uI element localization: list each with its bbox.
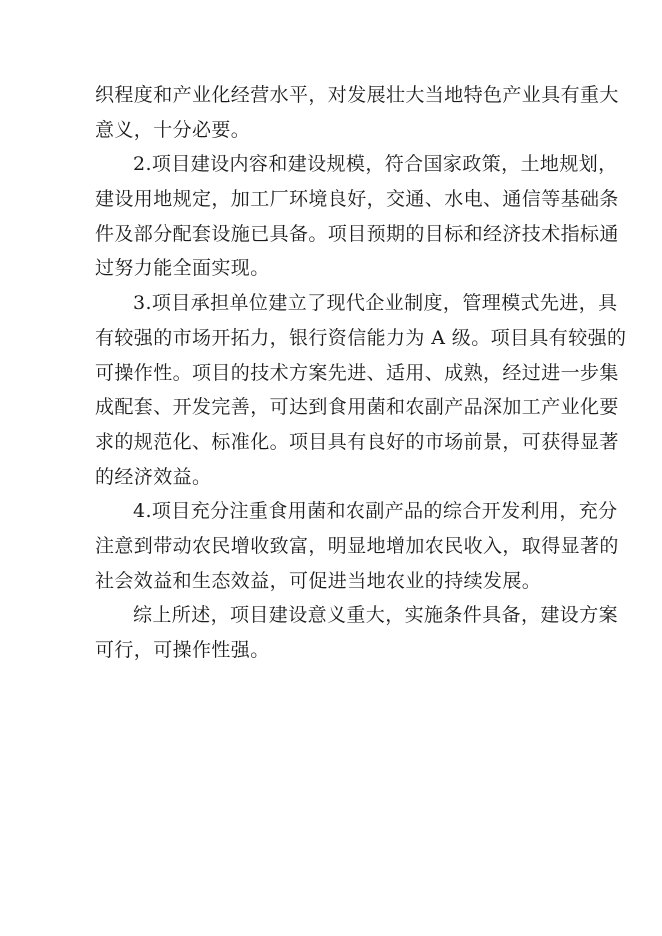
text-line: 有较强的市场开拓力，银行资信能力为 A 级。项目具有较强的 bbox=[95, 326, 627, 349]
paragraph-start-line: 4.项目充分注重食用菌和农副产品的综合开发利用，充分 bbox=[133, 500, 618, 523]
paragraph-start-line: 综上所述，项目建设意义重大，实施条件具备，建设方案 bbox=[133, 604, 619, 627]
text-line: 织程度和产业化经营水平，对发展壮大当地特色产业具有重大 bbox=[95, 84, 619, 106]
document-body bbox=[95, 78, 627, 668]
text-line: 注意到带动农民增收致富，明显地增加农民收入，取得显著的 bbox=[95, 534, 619, 557]
text-line: 件及部分配套设施已具备。项目预期的目标和经济技术指标通 bbox=[95, 222, 619, 245]
text-line: 可操作性。项目的技术方案先进、适用、成熟，经过进一步集 bbox=[95, 361, 619, 384]
text-line: 求的规范化、标准化。项目具有良好的市场前景，可获得显著 bbox=[95, 430, 619, 453]
text-line: 成配套、开发完善，可达到食用菌和农副产品深加工产业化要 bbox=[95, 396, 619, 419]
text-line: 意义，十分必要。 bbox=[95, 118, 251, 141]
text-line: 建设用地规定，加工厂环境良好，交通、水电、通信等基础条 bbox=[95, 188, 619, 211]
text-line: 可行，可操作性强。 bbox=[95, 639, 270, 661]
paragraph-start-line: 2.项目建设内容和建设规模，符合国家政策，土地规划， bbox=[133, 153, 618, 176]
text-line: 过努力能全面实现。 bbox=[95, 257, 270, 280]
text-line: 的经济效益。 bbox=[95, 465, 212, 488]
text-line: 社会效益和生态效益，可促进当地农业的持续发展。 bbox=[95, 569, 542, 592]
paragraph-start-line: 3.项目承担单位建立了现代企业制度，管理模式先进，具 bbox=[133, 292, 618, 315]
